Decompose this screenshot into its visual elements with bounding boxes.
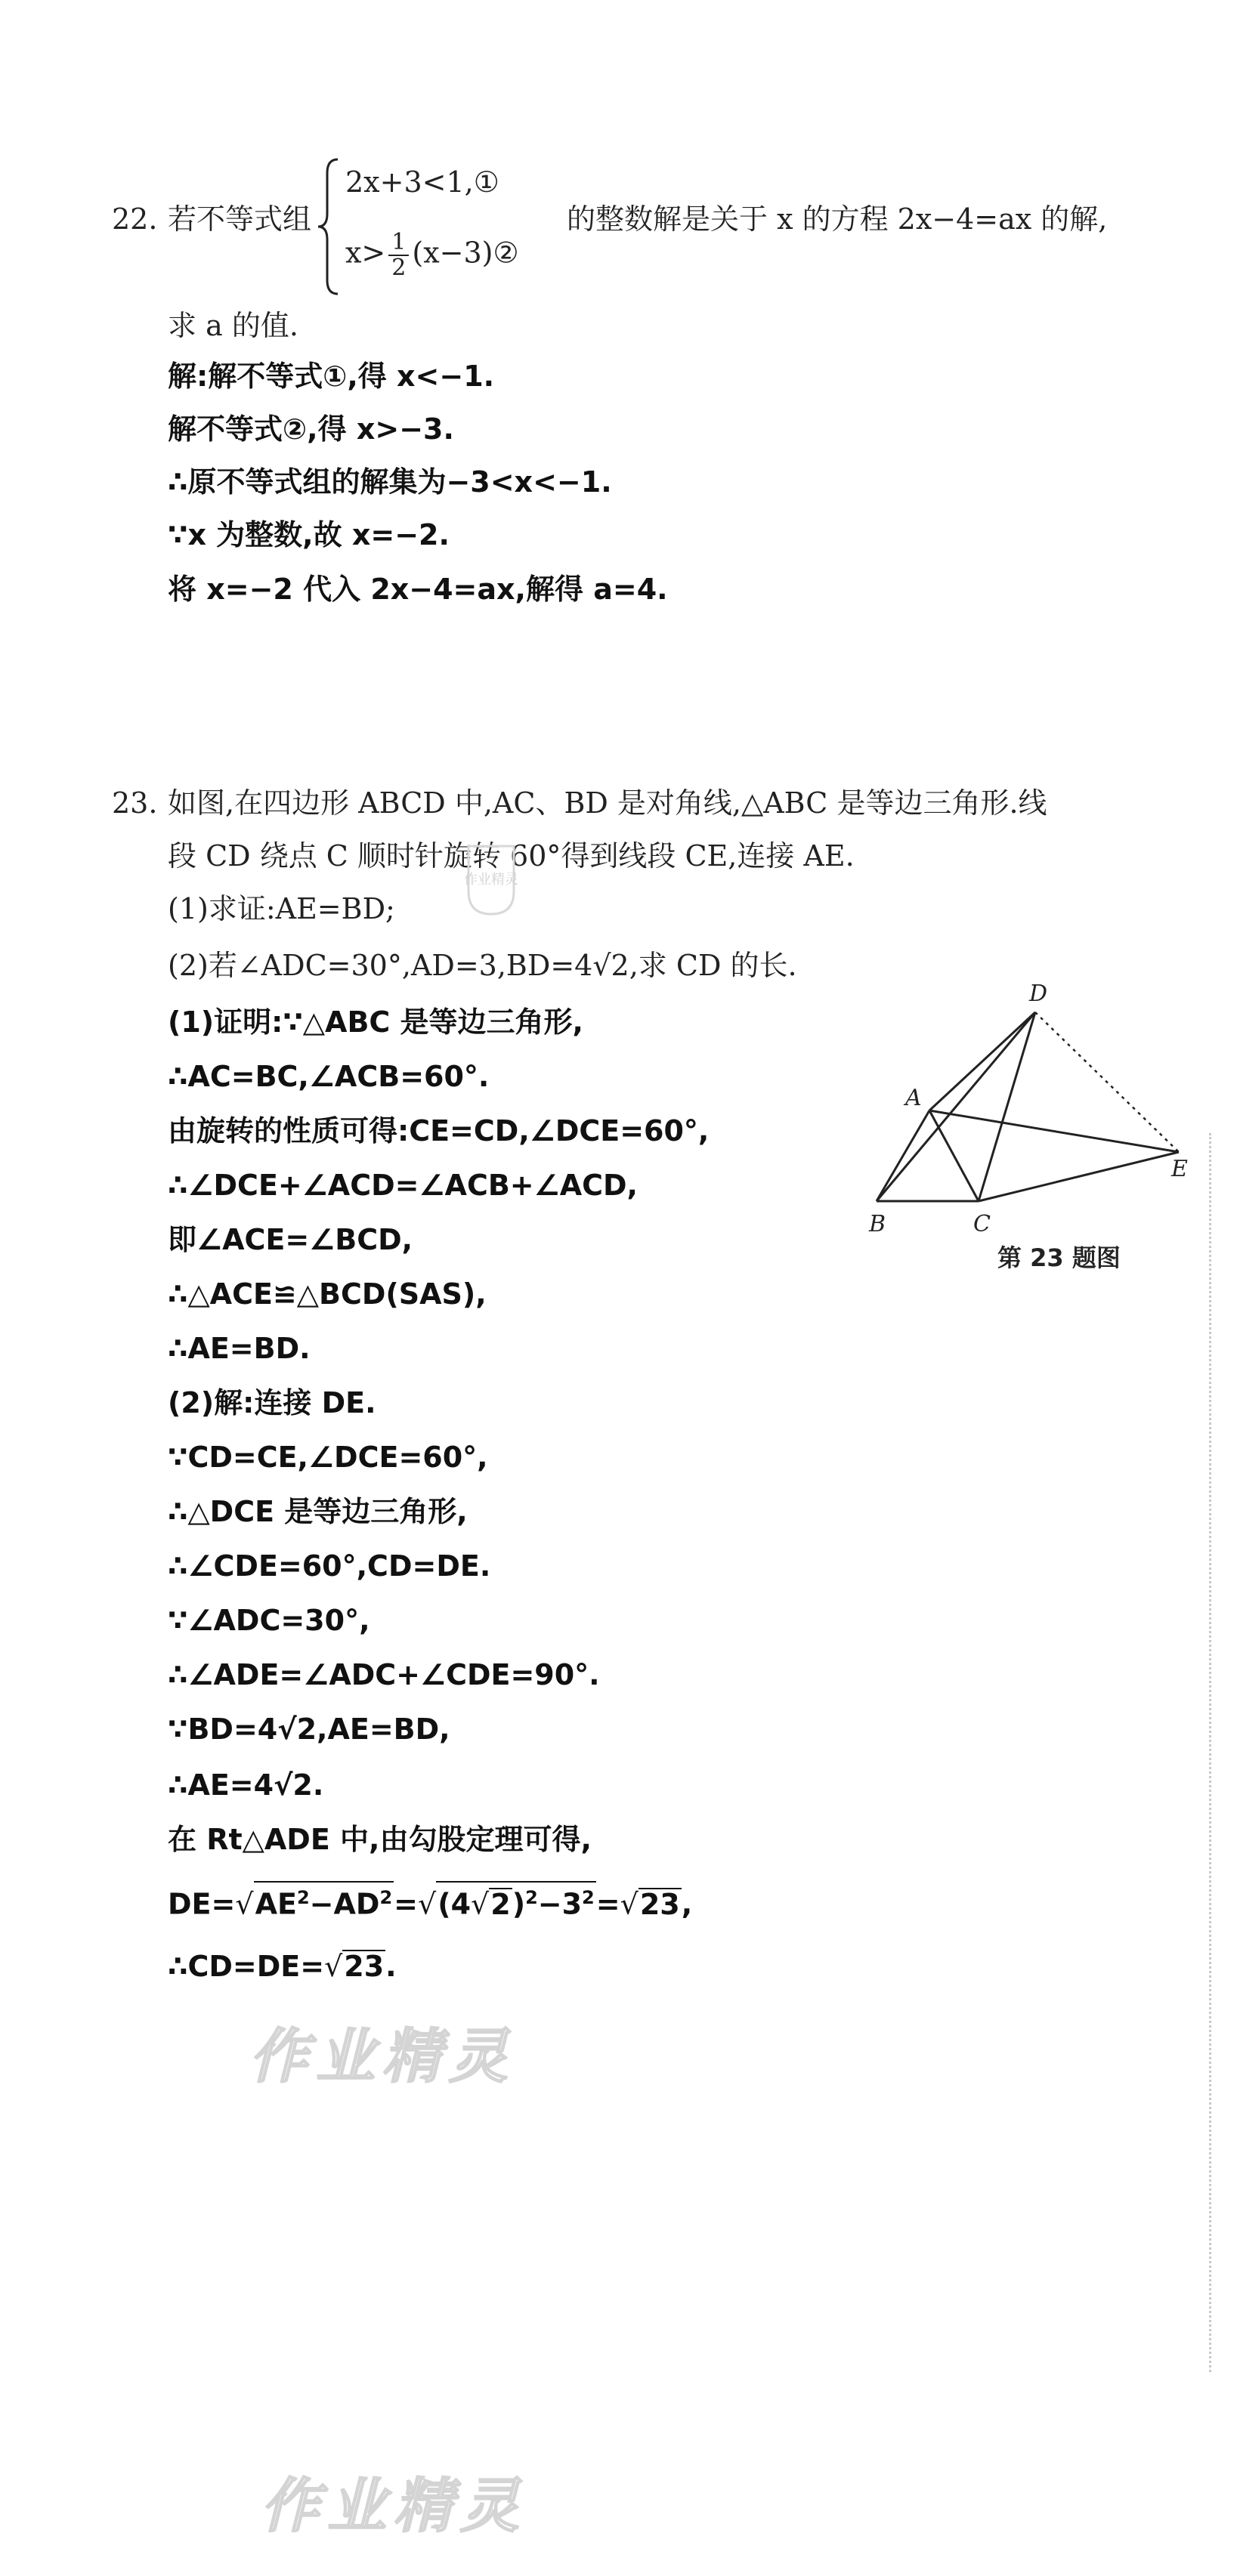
label-a: A <box>905 1085 922 1111</box>
exponent: 2 <box>525 1887 538 1908</box>
exponent: 2 <box>379 1887 393 1908</box>
q23-part-1: (1)求证:AE=BD; <box>168 892 395 925</box>
fraction-numerator: 1 <box>388 230 409 256</box>
q22-ineq2-fraction <box>388 230 409 280</box>
q22-number: 22. <box>112 202 158 236</box>
de-term-close: ) <box>512 1887 526 1921</box>
segment-bd <box>877 1012 1035 1201</box>
de-term-ae: AE <box>255 1887 297 1921</box>
radical-icon: √ <box>324 1950 343 1983</box>
q23-proof-line-13: ∴∠ADE=∠ADC+∠CDE=90°. <box>168 1658 600 1691</box>
label-d: D <box>1029 981 1048 1007</box>
q22-inequality-1: 2x+3<1,① <box>345 165 499 199</box>
q23-proof-line-3: 由旋转的性质可得:CE=CD,∠DCE=60°, <box>168 1114 710 1147</box>
q23-proof-line-11: ∴∠CDE=60°,CD=DE. <box>168 1549 491 1583</box>
q22-solution-line-2: 解不等式②,得 x>−3. <box>168 412 454 446</box>
q23-proof-line-1: (1)证明:∵△ABC 是等边三角形, <box>168 1005 583 1039</box>
segment-cd <box>979 1012 1035 1201</box>
figure-caption: 第 23 题图 <box>997 1243 1121 1272</box>
page-edge-divider <box>1209 1133 1211 2372</box>
radical-icon: √ <box>417 1887 437 1921</box>
q23-proof-line-16: 在 Rt△ADE 中,由勾股定理可得, <box>168 1823 592 1856</box>
q23-proof-line-9: ∵CD=CE,∠DCE=60°, <box>168 1441 488 1474</box>
q23-stem-line-2: 段 CD 绕点 C 顺时针旋转 60°得到线段 CE,连接 AE. <box>168 839 855 873</box>
de-prefix: DE= <box>168 1887 236 1921</box>
final-end: . <box>385 1950 397 1983</box>
left-brace-icon <box>314 155 344 298</box>
segment-ae <box>929 1110 1179 1152</box>
q23-final-line <box>168 1945 397 1988</box>
q22-tail: 的整数解是关于 x 的方程 2x−4=ax 的解, <box>567 202 1108 236</box>
q22-lead: 若不等式组 <box>168 202 312 236</box>
q23-proof-line-15: ∴AE=4√2. <box>168 1768 324 1802</box>
fraction-denominator: 2 <box>391 255 407 281</box>
q23-proof-line-8: (2)解:连接 DE. <box>168 1386 376 1419</box>
q22-solution-line-1: 解:解不等式①,得 x<−1. <box>168 360 495 393</box>
segment-ab <box>877 1110 929 1201</box>
de-result-radicand: 23 <box>639 1887 680 1921</box>
de-radicand-1 <box>254 1881 394 1920</box>
segment-ce <box>979 1152 1179 1201</box>
radical-icon: √ <box>235 1887 254 1921</box>
exponent: 2 <box>296 1887 310 1908</box>
q23-proof-line-10: ∴△DCE 是等边三角形, <box>168 1495 468 1528</box>
q22-ineq2-post: (x−3)② <box>412 236 519 270</box>
q22-solution-line-5: 将 x=−2 代入 2x−4=ax,解得 a=4. <box>168 573 668 606</box>
q22-solution-line-4: ∵x 为整数,故 x=−2. <box>168 518 450 551</box>
q22-line2: 求 a 的值. <box>168 309 298 342</box>
de-term-open: (4 <box>438 1887 472 1921</box>
q22-ineq2-pre: x> <box>345 236 386 270</box>
watermark-text: 作业精灵 <box>249 2023 516 2091</box>
equals-sign: = <box>595 1887 620 1921</box>
stamp-text: 作业精灵 <box>464 872 518 888</box>
de-end: , <box>681 1887 693 1921</box>
q23-proof-line-12: ∵∠ADC=30°, <box>168 1604 370 1637</box>
label-e: E <box>1171 1156 1188 1182</box>
radical-icon: √ <box>471 1887 490 1921</box>
q22-solution-line-3: ∴原不等式组的解集为−3<x<−1. <box>168 465 612 499</box>
final-prefix: ∴CD=DE= <box>168 1950 325 1983</box>
de-inner-radicand: 2 <box>490 1887 511 1921</box>
de-term-ad: −AD <box>309 1887 380 1921</box>
final-radicand: 23 <box>344 1950 385 1983</box>
q23-number: 23. <box>112 786 158 820</box>
q23-part-2: (2)若∠ADC=30°,AD=3,BD=4√2,求 CD 的长. <box>168 949 797 982</box>
de-term-three: −3 <box>537 1887 583 1921</box>
q23-geometry-figure <box>861 978 1194 1280</box>
label-b: B <box>869 1211 886 1237</box>
q23-proof-line-7: ∴AE=BD. <box>168 1332 311 1365</box>
watermark-text: 作业精灵 <box>261 2473 527 2540</box>
q23-de-equation <box>168 1881 692 1926</box>
stamp-watermark-icon <box>453 839 529 922</box>
q22-inequality-2 <box>345 230 519 280</box>
q23-proof-line-6: ∴△ACE≌△BCD(SAS), <box>168 1277 487 1311</box>
q23-proof-line-14: ∵BD=4√2,AE=BD, <box>168 1713 450 1746</box>
segment-ac <box>929 1110 979 1201</box>
exponent: 2 <box>582 1887 595 1908</box>
q23-proof-line-5: 即∠ACE=∠BCD, <box>168 1223 413 1256</box>
q23-stem-line-1: 如图,在四边形 ABCD 中,AC、BD 是对角线,△ABC 是等边三角形.线 <box>168 786 1047 820</box>
label-c: C <box>973 1211 991 1237</box>
radical-icon: √ <box>620 1887 639 1921</box>
q23-proof-line-4: ∴∠DCE+∠ACD=∠ACB+∠ACD, <box>168 1169 638 1202</box>
de-radicand-2 <box>436 1881 596 1920</box>
q22-inequality-system <box>314 155 563 298</box>
equals-sign: = <box>394 1887 418 1921</box>
q23-proof-line-2: ∴AC=BC,∠ACB=60°. <box>168 1060 490 1093</box>
